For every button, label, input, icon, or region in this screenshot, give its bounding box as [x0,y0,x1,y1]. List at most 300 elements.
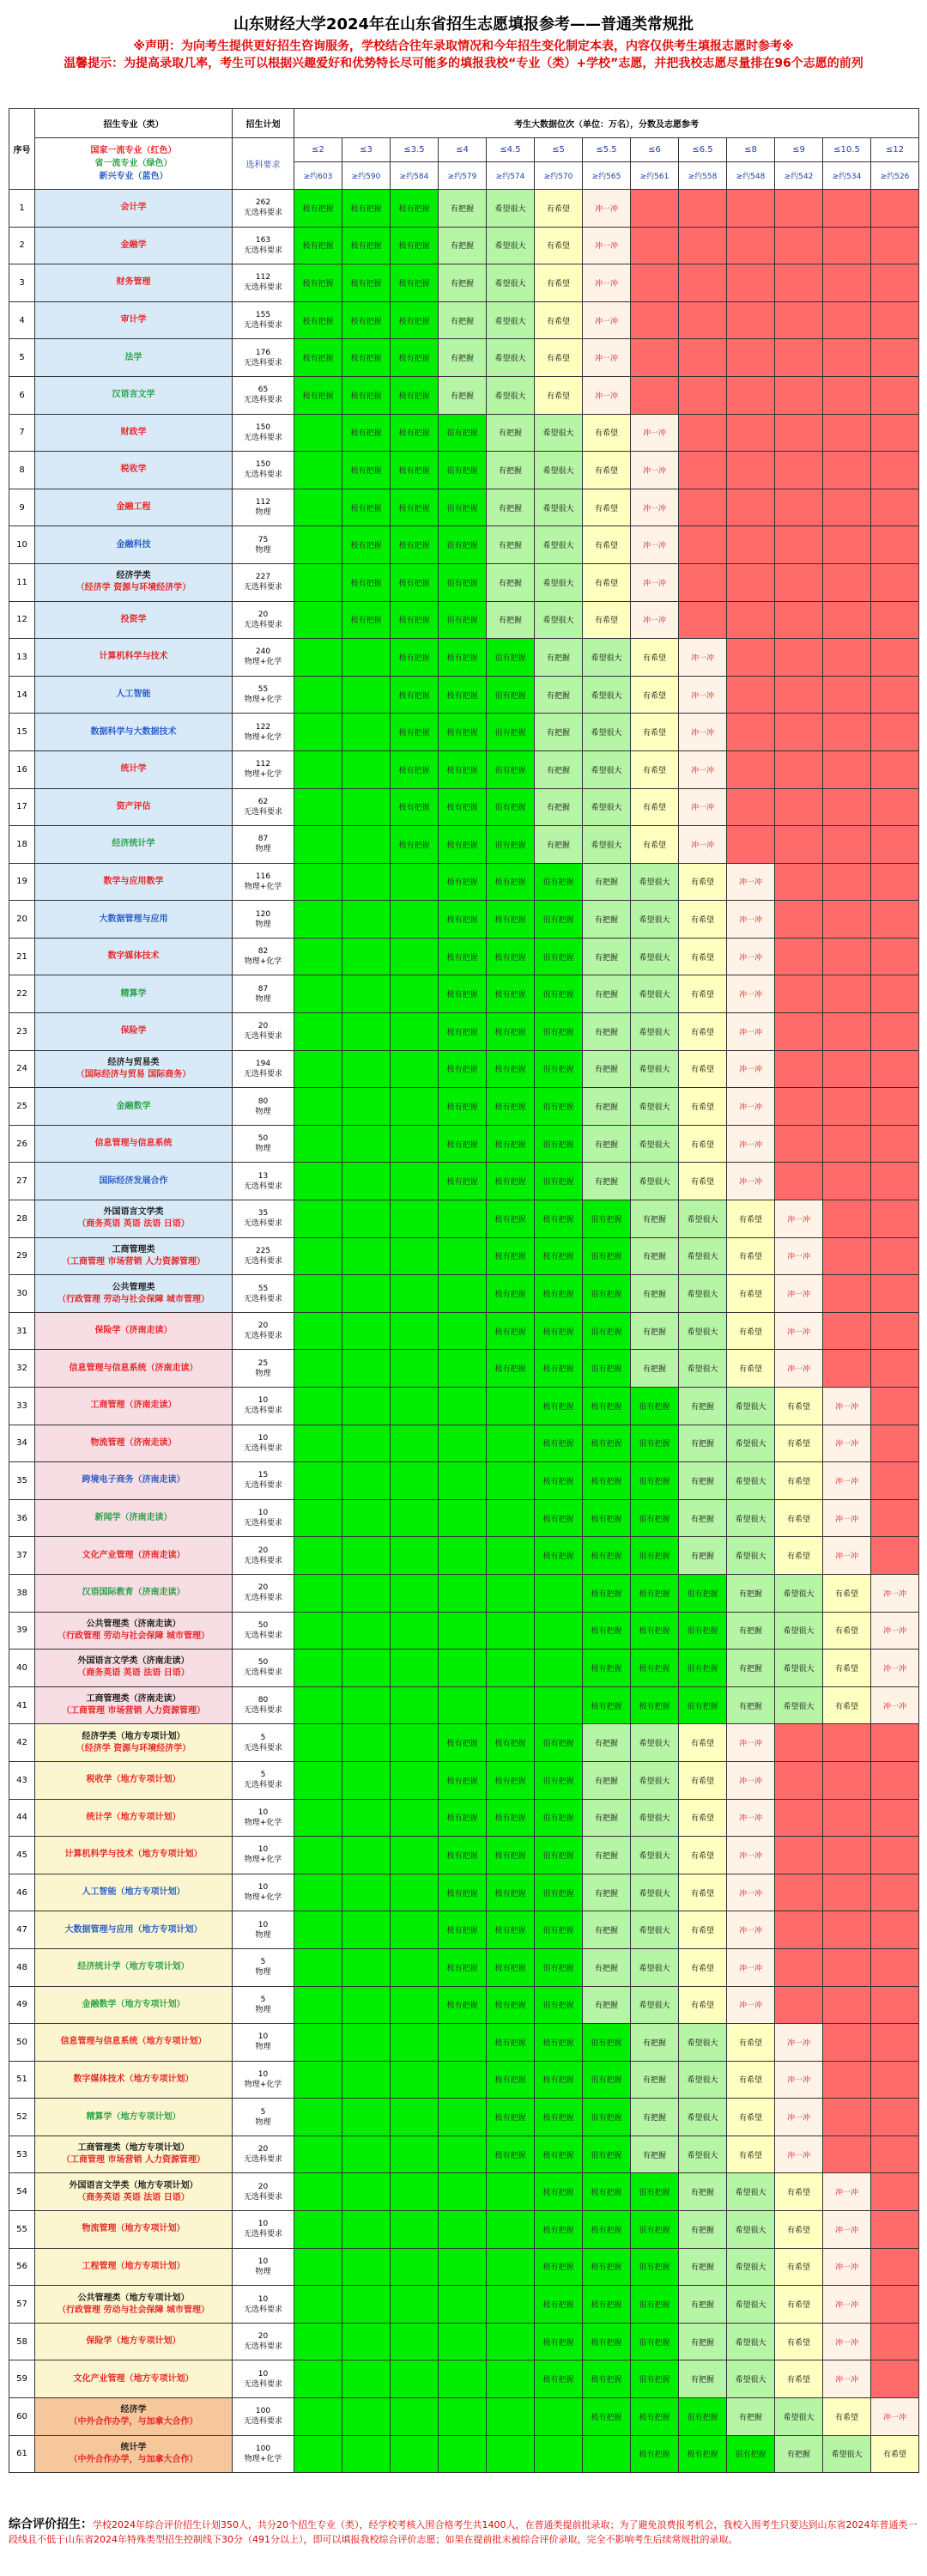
major-name: 金融数学 [35,1088,233,1126]
plan-count: 50 无选科要求 [233,1649,294,1687]
probability-cell: 很有把握 [631,2286,679,2324]
probability-cell [487,1462,535,1500]
major-name: 数据科学与大数据技术 [35,714,233,751]
row-number: 27 [9,1163,35,1200]
table-row [9,414,919,452]
probability-cell: 有把握 [583,975,631,1013]
row-number: 54 [9,2173,35,2211]
probability-cell [342,639,391,677]
probability-cell: 极有把握 [583,1425,631,1462]
probability-cell: 极有把握 [294,376,342,414]
probability-cell [871,1350,919,1388]
probability-cell: 有把握 [439,376,487,414]
rank-cell: ≤9 [775,138,823,162]
probability-cell [775,1050,823,1088]
probability-cell [294,1462,342,1500]
probability-cell [439,1200,487,1238]
probability-cell [823,676,871,714]
probability-cell [871,414,919,452]
probability-cell: 有希望 [679,1125,727,1163]
plan-count: 55 无选科要求 [233,1275,294,1313]
plan-count: 10 物理+化学 [233,1874,294,1911]
probability-cell: 希望很大 [727,2173,775,2211]
probability-cell: 希望很大 [679,1312,727,1350]
probability-cell: 极有把握 [535,1275,583,1313]
probability-cell: 希望很大 [535,526,583,564]
probability-cell: 极有把握 [487,1013,535,1051]
probability-cell: 希望很大 [679,2061,727,2099]
probability-cell: 极有把握 [487,2024,535,2062]
plan-count: 112 无选科要求 [233,264,294,302]
probability-cell: 极有把握 [391,788,439,826]
probability-cell [294,1275,342,1313]
probability-cell: 极有把握 [583,1388,631,1425]
probability-cell [871,1537,919,1575]
row-number: 18 [9,826,35,864]
plan-count: 10 物理+化学 [233,1799,294,1837]
probability-cell: 极有把握 [439,1911,487,1949]
probability-cell: 有把握 [535,639,583,677]
probability-cell: 冲一冲 [823,1388,871,1425]
probability-cell: 希望很大 [631,1837,679,1874]
major-name: 经济学类（地方专项计划） （经济学 资源与环境经济学） [35,1724,233,1762]
probability-cell: 有把握 [535,676,583,714]
major-name: 统计学 （中外合作办学，与加拿大合作） [35,2435,233,2473]
probability-cell: 极有把握 [439,1724,487,1762]
probability-cell [391,901,439,939]
probability-cell [439,2286,487,2324]
probability-cell: 极有把握 [391,601,439,639]
probability-cell [342,2323,391,2360]
probability-cell: 冲一冲 [679,639,727,677]
probability-cell: 有把握 [439,301,487,339]
probability-cell: 有希望 [679,863,727,901]
tip-text: 温馨提示：为提高录取几率，考生可以根据兴趣爱好和优势特长尽可能多的填报我校“专业（类）+学校”志愿，并把我校志愿尽量排在96个志愿的前列 [64,57,863,70]
table-row [9,1537,919,1575]
row-number: 55 [9,2211,35,2249]
row-number: 6 [9,376,35,414]
probability-cell: 冲一冲 [727,938,775,975]
probability-cell: 极有把握 [583,1686,631,1724]
probability-cell [871,301,919,339]
score-cell: ≥约548 [727,162,775,190]
probability-cell: 有希望 [679,1799,727,1837]
probability-cell: 有把握 [583,1163,631,1200]
probability-cell [342,1275,391,1313]
plan-count: 50 无选科要求 [233,1612,294,1649]
plan-count: 20 无选科要求 [233,2323,294,2360]
probability-cell: 希望很大 [727,2323,775,2360]
probability-cell [342,2061,391,2099]
probability-cell [439,1612,487,1649]
probability-cell: 冲一冲 [775,1237,823,1275]
table-row [9,190,919,228]
row-number: 23 [9,1013,35,1051]
probability-cell [342,2136,391,2173]
row-number: 32 [9,1350,35,1388]
probability-cell: 有希望 [775,2173,823,2211]
major-name: 经济学类 （经济学 资源与环境经济学） [35,563,233,601]
table-row [9,2099,919,2136]
probability-cell [294,975,342,1013]
probability-cell: 极有把握 [535,1499,583,1537]
table-row [9,2286,919,2324]
probability-cell: 有希望 [727,2136,775,2173]
probability-cell [775,1911,823,1949]
probability-cell [487,1612,535,1649]
row-number: 16 [9,750,35,788]
probability-cell [679,227,727,264]
probability-cell: 冲一冲 [775,1350,823,1388]
probability-cell [871,489,919,526]
probability-cell: 有把握 [631,2024,679,2062]
table-row [9,1649,919,1687]
probability-cell: 希望很大 [727,1499,775,1537]
probability-cell: 有希望 [775,2286,823,2324]
table-row [9,1312,919,1350]
table-row [9,563,919,601]
row-number: 50 [9,2024,35,2062]
probability-cell: 有希望 [679,938,727,975]
probability-cell: 极有把握 [583,2360,631,2398]
rank-cell: ≤6 [631,138,679,162]
probability-cell: 希望很大 [775,2398,823,2436]
probability-cell: 极有把握 [535,1425,583,1462]
probability-cell [342,1425,391,1462]
row-number: 13 [9,639,35,677]
probability-cell [391,2099,439,2136]
probability-cell: 极有把握 [487,1237,535,1275]
row-number: 56 [9,2248,35,2286]
probability-cell [294,676,342,714]
probability-cell: 有希望 [583,489,631,526]
probability-cell: 有把握 [679,1425,727,1462]
major-name: 金融数学（地方专项计划） [35,1986,233,2024]
probability-cell [871,339,919,377]
major-name: 数学与应用数学 [35,863,233,901]
table-row [9,1388,919,1425]
probability-cell: 很有把握 [535,1761,583,1799]
probability-cell [775,901,823,939]
probability-cell [439,2099,487,2136]
probability-cell: 有希望 [583,414,631,452]
probability-cell [294,2099,342,2136]
probability-cell: 希望很大 [583,826,631,864]
probability-cell: 冲一冲 [727,1986,775,2024]
probability-cell: 有把握 [487,452,535,489]
probability-cell: 冲一冲 [583,376,631,414]
probability-cell: 希望很大 [631,901,679,939]
probability-cell [342,1837,391,1874]
probability-cell [487,1388,535,1425]
probability-cell: 有把握 [535,826,583,864]
probability-cell: 极有把握 [535,1537,583,1575]
table-row [9,2136,919,2173]
probability-cell: 有把握 [631,1275,679,1313]
probability-cell: 有把握 [439,339,487,377]
probability-cell [342,1537,391,1575]
probability-cell: 有希望 [535,301,583,339]
table-row [9,826,919,864]
probability-cell: 冲一冲 [727,1125,775,1163]
probability-cell: 冲一冲 [823,1537,871,1575]
probability-cell [294,1837,342,1874]
probability-cell [871,264,919,302]
probability-cell [439,1350,487,1388]
probability-cell [391,1388,439,1425]
row-number: 10 [9,526,35,564]
major-name: 保险学（地方专项计划） [35,2323,233,2360]
legend-red: 国家一流专业（红色） [90,146,177,155]
probability-cell: 有把握 [535,750,583,788]
probability-cell: 有希望 [775,2360,823,2398]
major-name: 金融工程 [35,489,233,526]
probability-cell [679,264,727,302]
probability-cell [871,1163,919,1200]
probability-cell: 有把握 [583,1911,631,1949]
probability-cell: 极有把握 [535,2286,583,2324]
plan-count: 194 无选科要求 [233,1050,294,1088]
probability-cell: 极有把握 [487,2099,535,2136]
table-row [9,1350,919,1388]
probability-cell [823,1799,871,1837]
major-name: 大数据管理与应用（地方专项计划） [35,1911,233,1949]
probability-cell: 极有把握 [439,863,487,901]
probability-cell: 极有把握 [583,2323,631,2360]
plan-count: 100 物理+化学 [233,2435,294,2473]
probability-cell: 有把握 [727,1574,775,1612]
probability-cell: 有希望 [775,1499,823,1537]
probability-cell: 极有把握 [487,1874,535,1911]
probability-cell: 希望很大 [727,1388,775,1425]
row-number: 1 [9,190,35,228]
probability-cell [871,227,919,264]
probability-cell: 很有把握 [631,1388,679,1425]
probability-cell [391,2173,439,2211]
probability-cell [679,339,727,377]
probability-cell: 极有把握 [487,1312,535,1350]
probability-cell: 有把握 [631,2136,679,2173]
probability-cell: 极有把握 [535,2323,583,2360]
major-name: 新闻学（济南走读） [35,1499,233,1537]
probability-cell: 极有把握 [487,1163,535,1200]
probability-cell: 冲一冲 [679,676,727,714]
probability-cell [439,1574,487,1612]
probability-cell: 冲一冲 [727,1799,775,1837]
probability-cell [823,414,871,452]
probability-cell: 极有把握 [487,1948,535,1986]
probability-cell [679,452,727,489]
probability-cell: 冲一冲 [823,1425,871,1462]
plan-count: 10 无选科要求 [233,1388,294,1425]
probability-cell [727,227,775,264]
probability-cell: 很有把握 [487,826,535,864]
probability-cell: 有希望 [775,1388,823,1425]
probability-cell: 极有把握 [342,227,391,264]
plan-count: 5 无选科要求 [233,1724,294,1762]
probability-cell: 希望很大 [631,1013,679,1051]
row-number: 48 [9,1948,35,1986]
probability-cell [391,1237,439,1275]
probability-cell: 极有把握 [439,788,487,826]
probability-cell: 很有把握 [535,1125,583,1163]
probability-cell [342,1874,391,1911]
table-row [9,1425,919,1462]
probability-cell: 很有把握 [583,1350,631,1388]
probability-cell: 冲一冲 [727,1050,775,1088]
plan-count: 13 无选科要求 [233,1163,294,1200]
probability-cell: 有希望 [679,1948,727,1986]
probability-cell: 冲一冲 [631,452,679,489]
plan-count: 20 无选科要求 [233,2136,294,2173]
probability-cell: 极有把握 [487,1837,535,1874]
score-cell: ≥约542 [775,162,823,190]
probability-cell: 有希望 [679,1088,727,1126]
probability-cell: 很有把握 [535,1088,583,1126]
plan-count: 20 无选科要求 [233,1574,294,1612]
probability-cell [294,2398,342,2436]
probability-cell: 冲一冲 [679,788,727,826]
probability-cell [391,1125,439,1163]
probability-cell: 希望很大 [631,1088,679,1126]
score-cell: ≥约565 [583,162,631,190]
major-name: 信息管理与信息系统（济南走读） [35,1350,233,1388]
table-row [9,1874,919,1911]
plan-count: 112 物理 [233,489,294,526]
probability-cell: 极有把握 [294,190,342,228]
major-name: 审计学 [35,301,233,339]
probability-cell [439,2248,487,2286]
probability-cell [871,1761,919,1799]
probability-cell: 极有把握 [487,975,535,1013]
table-row [9,1724,919,1762]
probability-cell: 希望很大 [583,714,631,751]
row-number: 45 [9,1837,35,1874]
probability-cell: 极有把握 [487,938,535,975]
probability-cell: 极有把握 [535,2024,583,2062]
probability-cell: 希望很大 [679,2024,727,2062]
probability-cell [871,1013,919,1051]
probability-cell: 极有把握 [583,1462,631,1500]
major-name: 精算学 [35,975,233,1013]
probability-cell: 极有把握 [391,826,439,864]
probability-cell: 希望很大 [631,1874,679,1911]
disclaimer-text: ※声明：为向考生提供更好招生咨询服务，学校结合往年录取情况和今年招生变化制定本表，内容仅供考生填报志愿时参考※ [133,39,794,53]
probability-cell [823,938,871,975]
probability-cell: 希望很大 [727,1425,775,1462]
row-number: 14 [9,676,35,714]
probability-cell [294,452,342,489]
major-name: 外国语言文学类（济南走读） （商务英语 英语 法语 日语） [35,1649,233,1687]
row-number: 26 [9,1125,35,1163]
probability-cell: 希望很大 [679,1350,727,1388]
table-row [9,750,919,788]
probability-cell: 极有把握 [439,1050,487,1088]
probability-cell [823,714,871,751]
probability-cell: 极有把握 [391,676,439,714]
probability-cell [679,563,727,601]
probability-cell [294,2211,342,2249]
probability-cell [775,750,823,788]
probability-cell: 极有把握 [391,301,439,339]
probability-cell [487,2211,535,2249]
score-cell: ≥约584 [391,162,439,190]
row-number: 5 [9,339,35,377]
probability-cell [294,826,342,864]
probability-cell [342,863,391,901]
major-name: 汉语言文学 [35,376,233,414]
probability-cell [294,489,342,526]
probability-cell: 极有把握 [391,264,439,302]
probability-cell [823,2061,871,2099]
row-number: 39 [9,1612,35,1649]
probability-cell [342,2211,391,2249]
major-name: 经济学 （中外合作办学，与加拿大合作） [35,2398,233,2436]
probability-cell: 冲一冲 [727,1088,775,1126]
probability-cell: 极有把握 [535,2099,583,2136]
probability-cell [775,1761,823,1799]
probability-cell: 冲一冲 [823,2248,871,2286]
probability-cell [439,1237,487,1275]
major-name: 外国语言文学类（地方专项计划） （商务英语 英语 法语 日语） [35,2173,233,2211]
probability-cell: 冲一冲 [727,1948,775,1986]
plan-count: 176 无选科要求 [233,339,294,377]
probability-cell [679,489,727,526]
probability-cell [775,1724,823,1762]
probability-cell [391,1275,439,1313]
probability-cell [775,1088,823,1126]
probability-cell: 有把握 [679,1462,727,1500]
probability-cell [871,1125,919,1163]
probability-cell [871,2099,919,2136]
plan-count: 100 无选科要求 [233,2398,294,2436]
probability-cell: 冲一冲 [727,975,775,1013]
probability-cell [439,2211,487,2249]
probability-cell: 极有把握 [535,1462,583,1500]
notice [9,38,918,72]
probability-cell: 有希望 [727,2024,775,2062]
probability-cell: 极有把握 [342,452,391,489]
plan-count: 112 物理+化学 [233,750,294,788]
probability-cell [775,975,823,1013]
probability-cell: 有希望 [679,1986,727,2024]
probability-cell: 很有把握 [535,1986,583,2024]
probability-cell: 希望很大 [487,227,535,264]
probability-cell [871,1986,919,2024]
table-row [9,1088,919,1126]
probability-cell: 极有把握 [487,901,535,939]
major-name: 金融学 [35,227,233,264]
major-name: 人工智能（地方专项计划） [35,1874,233,1911]
probability-cell [631,227,679,264]
probability-cell: 冲一冲 [823,1499,871,1537]
probability-cell [391,1761,439,1799]
footer-label: 综合评价招生： [9,2518,93,2531]
probability-cell [391,2061,439,2099]
probability-cell [342,1237,391,1275]
probability-cell [342,1686,391,1724]
probability-cell: 有希望 [583,601,631,639]
plan-count: 10 无选科要求 [233,2211,294,2249]
row-number: 52 [9,2099,35,2136]
probability-cell: 希望很大 [535,489,583,526]
probability-cell [439,2173,487,2211]
probability-cell: 极有把握 [439,1799,487,1837]
probability-cell [775,1163,823,1200]
probability-cell: 希望很大 [535,563,583,601]
probability-cell: 希望很大 [727,2211,775,2249]
table-row [9,676,919,714]
